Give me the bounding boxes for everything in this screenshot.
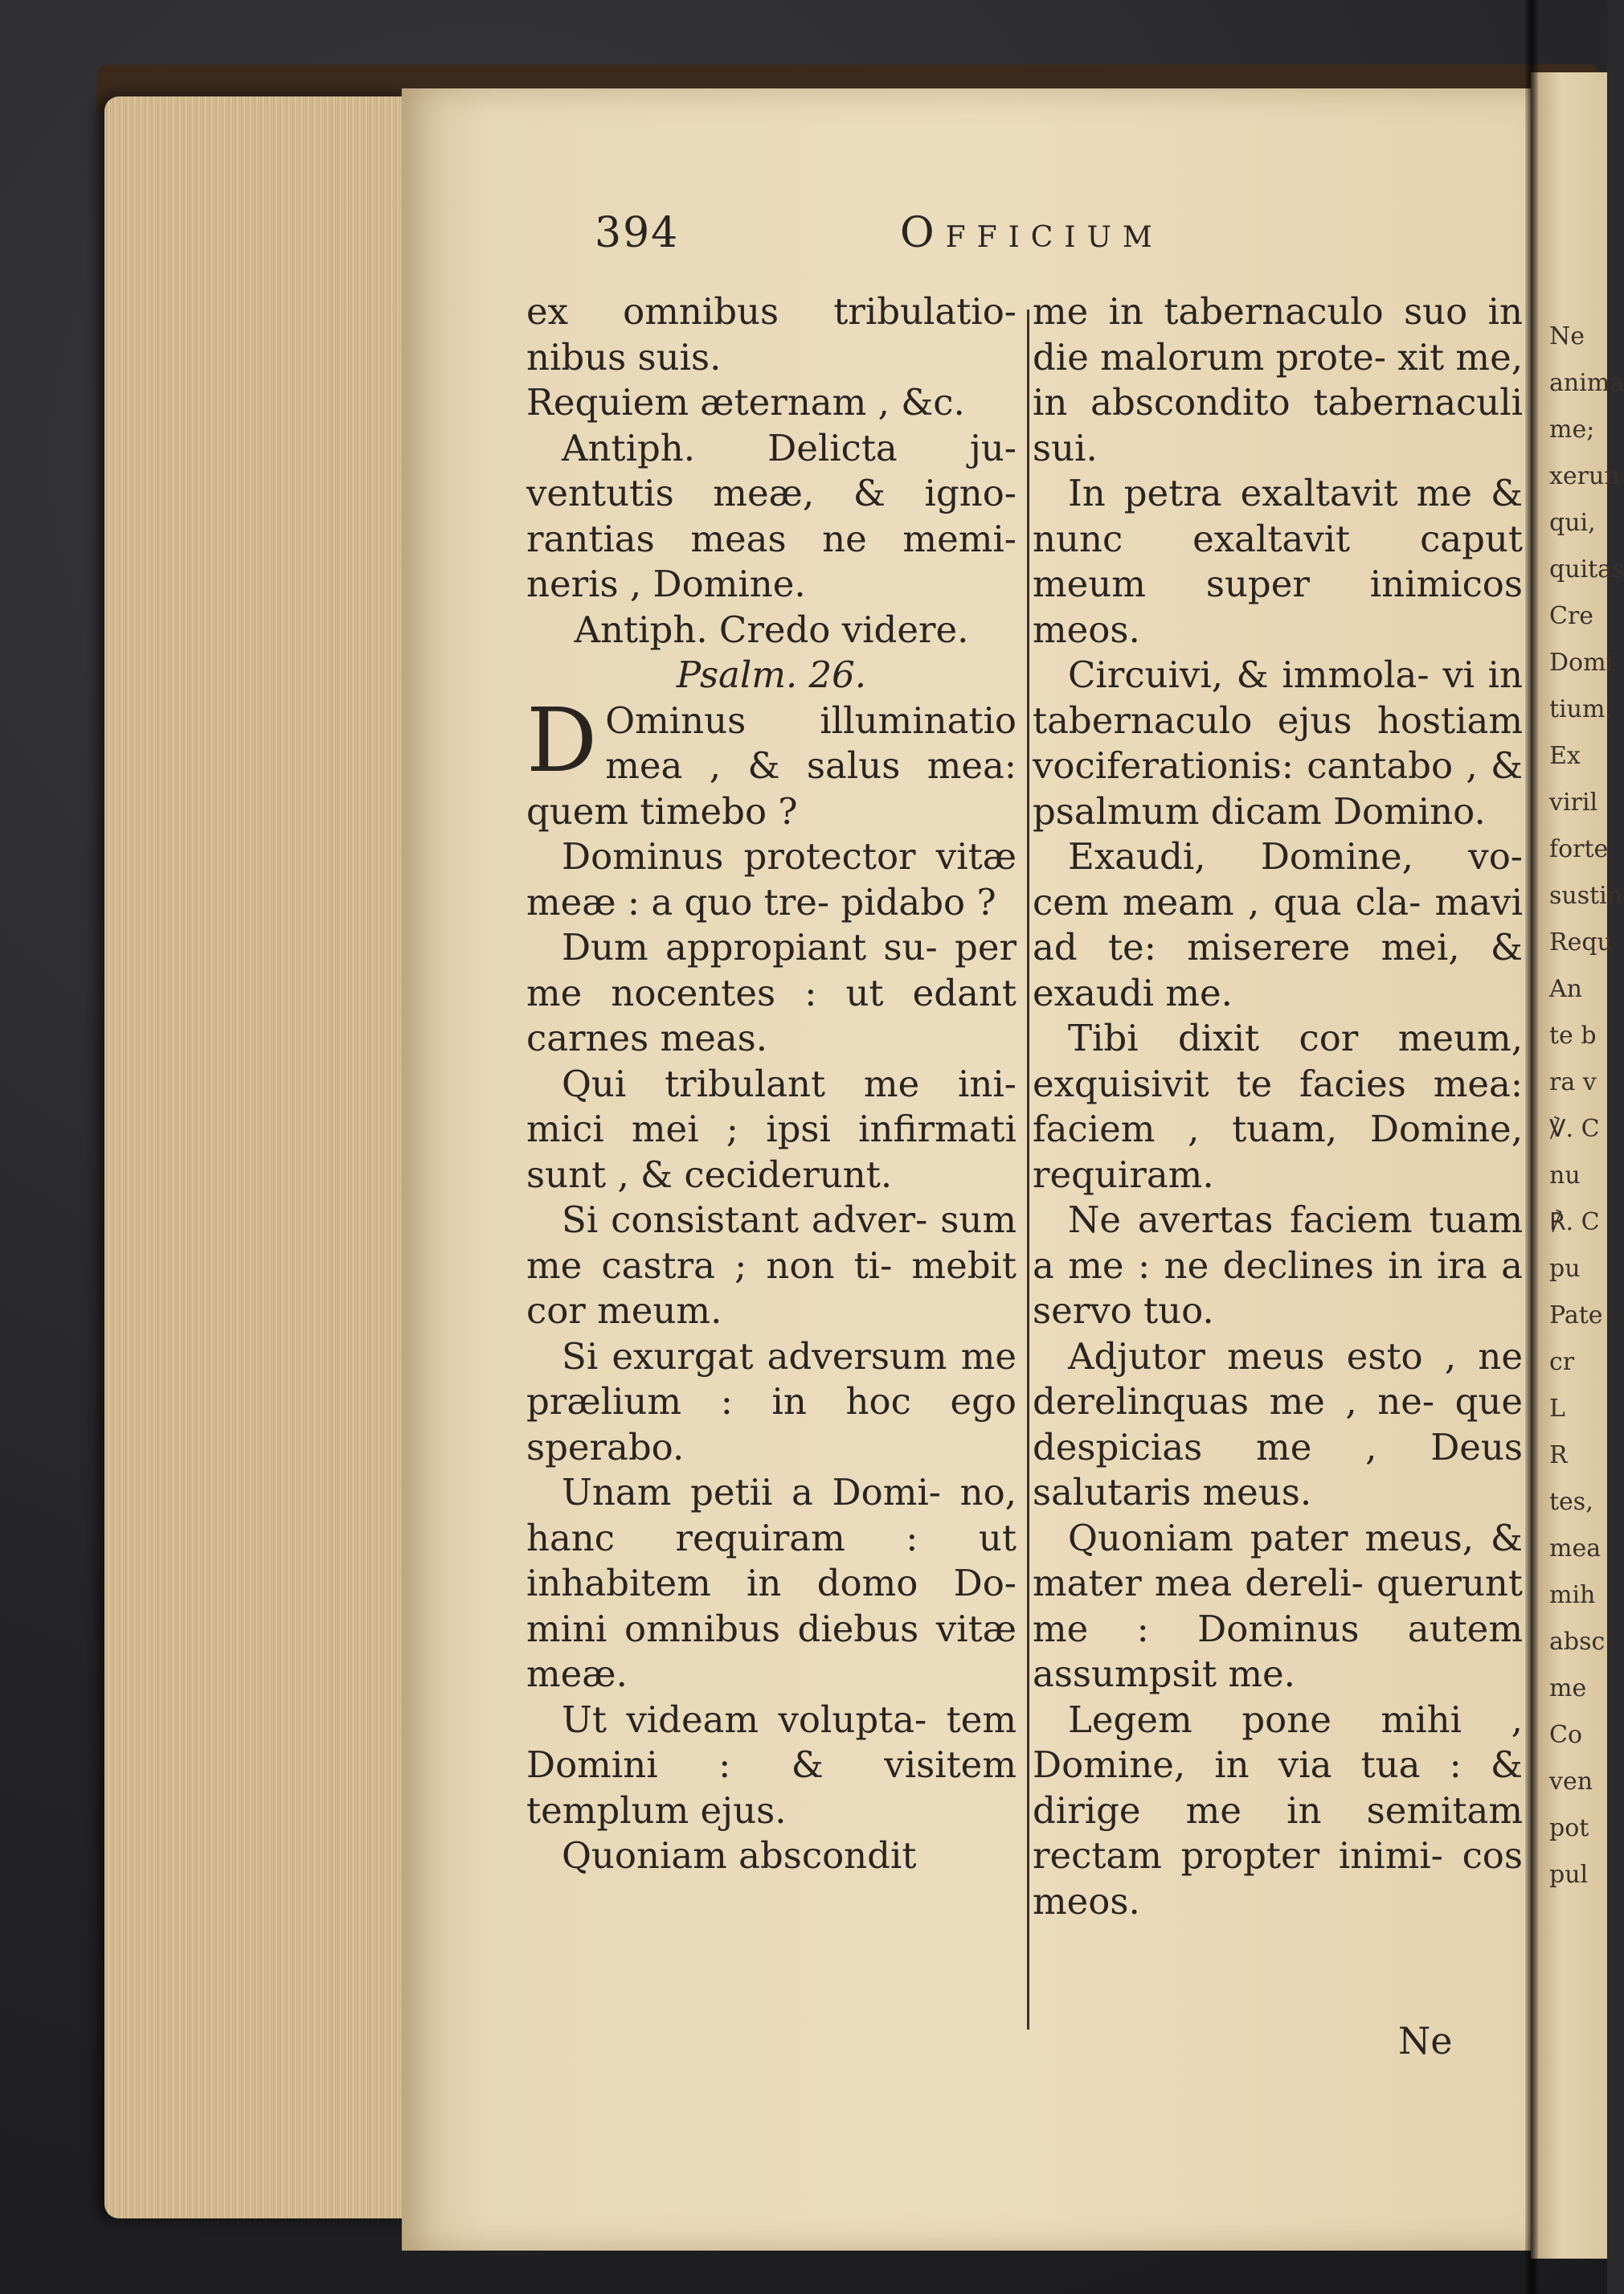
facing-fragment: Requ	[1549, 928, 1613, 957]
psalm-verse: Unam petii a Domi- no, hanc requiram : ut inhabitem in domo Do- mini omnibus diebus vitæ meæ.	[526, 1471, 1017, 1695]
right-column	[1033, 289, 1523, 1924]
facing-fragment: ven	[1549, 1768, 1593, 1796]
facing-fragment: Cre	[1549, 602, 1594, 630]
facing-fragment: te b	[1549, 1022, 1597, 1050]
facing-fragment: mih	[1549, 1581, 1596, 1609]
psalm-verse: Si consistant adver- sum me castra ; non ti- mebit cor meum.	[526, 1198, 1017, 1332]
page-block-edge	[104, 96, 410, 2218]
psalm-verse: me in tabernaculo suo in die malorum prote- xit me, in abscondito tabernaculi sui.	[1033, 290, 1523, 469]
facing-fragment: pul	[1549, 1861, 1589, 1889]
facing-fragment: tes,	[1549, 1488, 1593, 1516]
facing-fragment: quitas	[1549, 555, 1624, 584]
page-number: 394	[595, 209, 680, 257]
psalm-verse: Qui tribulant me ini- mici mei ; ipsi infirmati sunt , & ceciderunt.	[526, 1062, 1017, 1196]
facing-fragment: pu	[1549, 1255, 1581, 1283]
facing-fragment: Domi	[1549, 649, 1614, 677]
left-column	[526, 289, 1017, 1879]
facing-fragment: ℟. C	[1549, 1208, 1600, 1236]
psalm-verse: Ut videam volupta- tem Domini : & visitem templum ejus.	[526, 1698, 1017, 1832]
psalm-verse: Dum appropiant su- per me nocentes : ut edant carnes meas.	[526, 926, 1017, 1059]
psalm-verse: Tibi dixit cor meum, exquisivit te facies mea: faciem , tuam, Domine, requiram.	[1033, 1017, 1523, 1196]
psalm-verse: Exaudi, Domine, vo- cem meam , qua cla- mavi ad te: miserere mei, & exaudi me.	[1033, 835, 1523, 1014]
antiphon-paragraph: Antiph. Delicta ju- ventutis meæ, & igno- rantias meas ne memi- neris , Domine.	[526, 426, 1017, 605]
psalm-verse: In petra exaltavit me & nunc exaltavit caput meum super inimicos meos.	[1033, 472, 1523, 651]
facing-fragment: ra v	[1549, 1068, 1597, 1096]
facing-fragment: L	[1549, 1395, 1565, 1423]
facing-fragment: Ne	[1549, 322, 1585, 350]
facing-fragment: Pate	[1549, 1301, 1603, 1329]
facing-fragment: Co	[1549, 1721, 1583, 1749]
facing-fragment: mea	[1549, 1534, 1602, 1563]
facing-fragment: forte	[1549, 835, 1609, 863]
running-title: Officium	[900, 209, 1164, 257]
facing-fragment: viril	[1549, 789, 1598, 817]
page-gutter	[1525, 0, 1538, 2294]
facing-fragment: nu	[1549, 1161, 1581, 1190]
psalm-verse: Adjutor meus esto , ne derelinquas me , ne- que despicias me , Deus salutaris meus.	[1033, 1334, 1523, 1514]
paragraph: ex omnibus tribulatio- nibus suis.	[526, 290, 1017, 379]
psalm-verse-1	[526, 688, 1017, 835]
facing-fragment: qui,	[1549, 509, 1596, 537]
psalm-heading: Psalm. 26.	[676, 653, 867, 696]
psalm-verse: Dominus protector vitæ meæ : a quo tre- pidabo ?	[526, 835, 1017, 924]
facing-fragment: An	[1549, 975, 1582, 1003]
psalm-verse: Quoniam pater meus, & mater mea dereli- querunt me : Dominus autem assumpsit me.	[1033, 1516, 1523, 1695]
antiphon-incipit: Antiph. Credo videre.	[574, 608, 969, 651]
facing-fragment: sustin	[1549, 882, 1623, 910]
facing-fragment: pot	[1549, 1814, 1589, 1842]
catchword: Ne	[1398, 2019, 1453, 2063]
psalm-verse: Legem pone mihi , Domine, in via tua : & dirige me in semitam rectam propter inimi- cos meos.	[1033, 1698, 1523, 1923]
psalm-verse: Ne avertas faciem tuam a me : ne declines in ira a servo tuo.	[1033, 1198, 1523, 1332]
facing-page-text	[1549, 313, 1624, 1899]
psalm-verse: Si exurgat adversum me prælium : in hoc ego sperabo.	[526, 1334, 1017, 1469]
facing-fragment: me;	[1549, 416, 1595, 444]
verse-text: Ominus illuminatio mea , & salus mea: quem timebo ?	[526, 698, 1017, 833]
page-header	[595, 209, 1479, 265]
column-rule	[1027, 309, 1029, 2030]
facing-fragment: anima	[1549, 369, 1624, 397]
psalm-verse: Quoniam abscondit	[562, 1834, 917, 1877]
facing-fragment: R	[1549, 1441, 1568, 1469]
facing-fragment: xerun	[1549, 462, 1620, 490]
dropcap: D	[526, 688, 598, 792]
paragraph: Requiem æternam , &c.	[526, 381, 965, 424]
facing-fragment: absc	[1549, 1628, 1606, 1656]
facing-fragment: ℣. C	[1549, 1115, 1600, 1143]
facing-fragment: cr	[1549, 1348, 1575, 1376]
psalm-verse: Circuivi, & immola- vi in tabernaculo ejus hostiam vociferationis: cantabo , & psalmum dicam Domino.	[1033, 653, 1523, 833]
facing-fragment: Ex	[1549, 742, 1581, 770]
facing-fragment: tium.	[1549, 695, 1613, 723]
facing-fragment: me	[1549, 1674, 1587, 1702]
